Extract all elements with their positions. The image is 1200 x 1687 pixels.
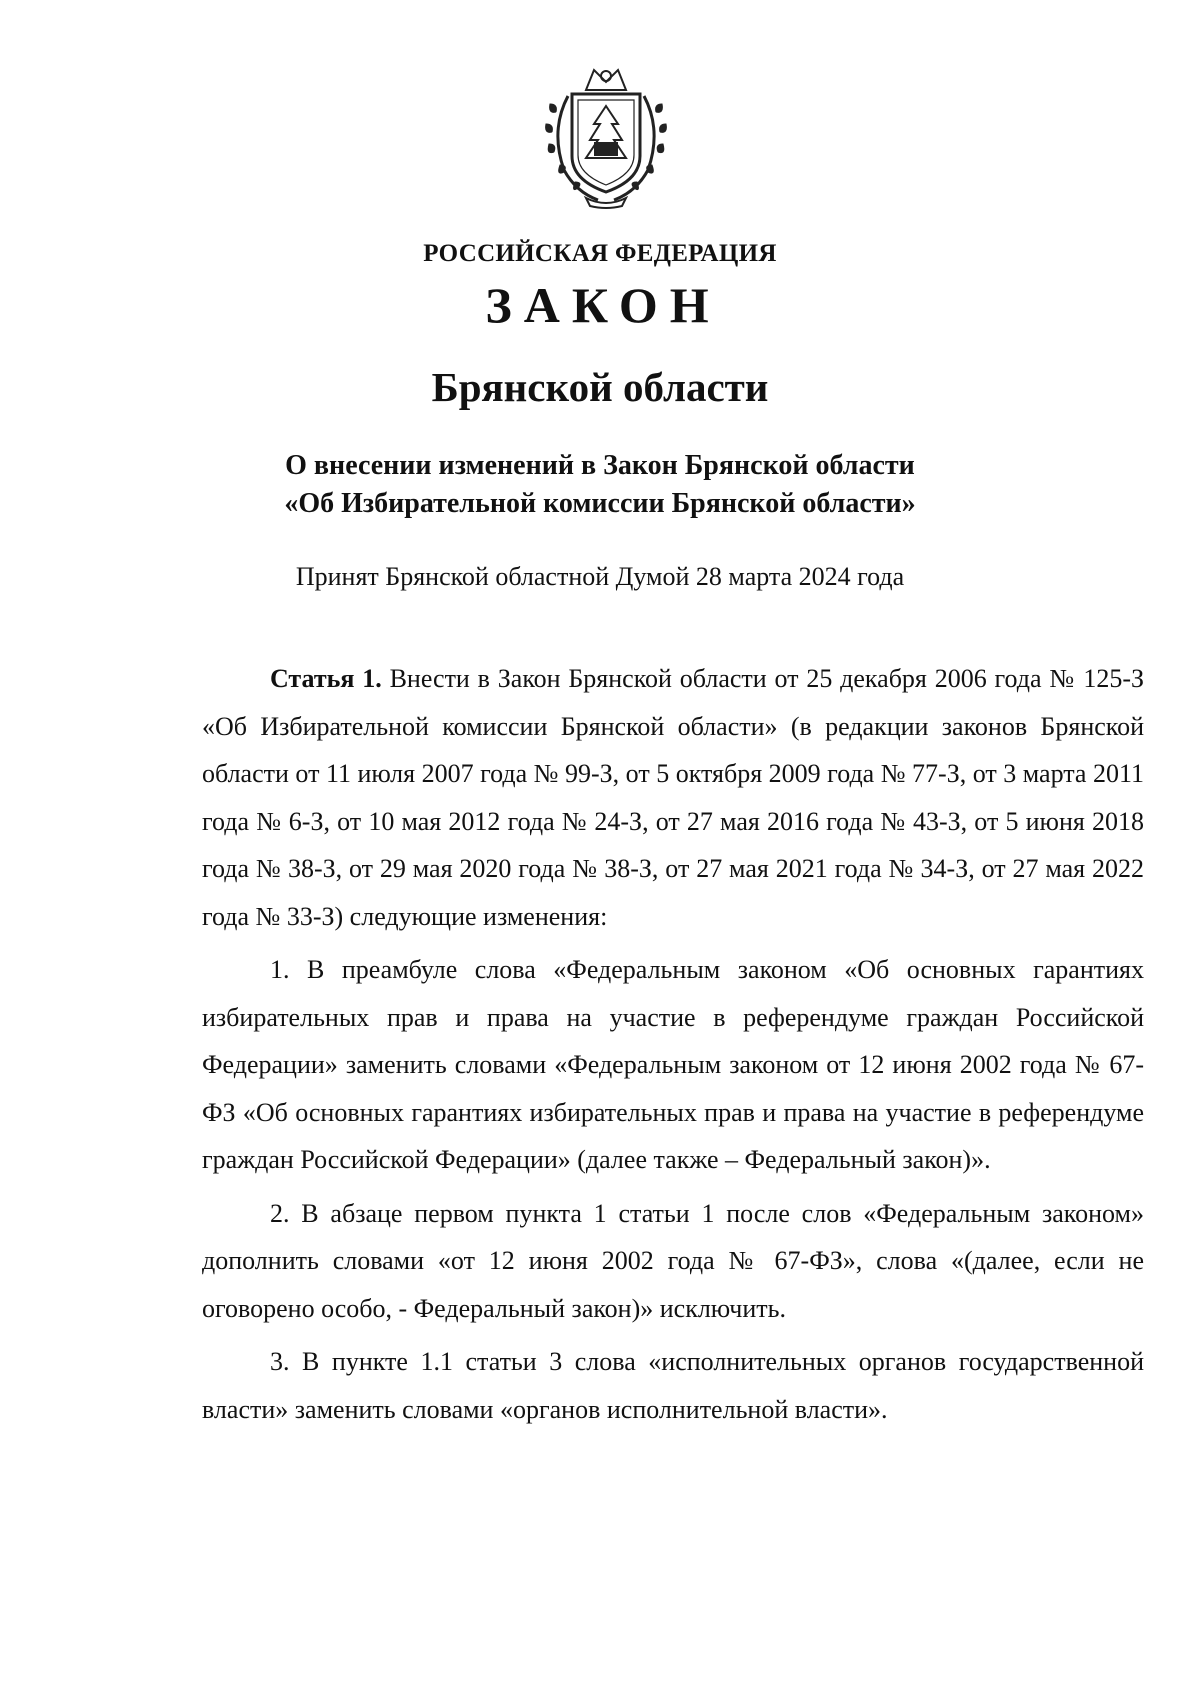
article-1-intro [202, 655, 1144, 940]
law-body [202, 655, 1144, 1439]
article-label: Статья 1. [270, 664, 382, 693]
article-item-1: 1. В преамбуле слова «Федеральным законом «Об основных гарантиях избирательных прав и права на участие в референдуме граждан Российской Федерации» заменить словами «Федеральным законом от 12 июня 2002 года № 67-ФЗ «Об основных гарантиях избирательных прав и права на участие в референдуме граждан Российской Федерации» (далее также – Федеральный закон)». [202, 955, 1144, 1174]
law-title [0, 447, 1200, 523]
coat-of-arms-icon [542, 60, 670, 210]
region-name: Брянской области [431, 364, 769, 410]
law-title-line-2: «Об Избирательной комиссии Брянской области» [284, 488, 916, 519]
law-title-line-1: О внесении изменений в Закон Брянской области [285, 450, 915, 481]
country-name: РОССИЙСКАЯ ФЕДЕРАЦИЯ [423, 240, 777, 267]
article-item-3: 3. В пункте 1.1 статьи 3 слова «исполнительных органов государственной власти» заменить словами «органов исполнительной власти». [202, 1347, 1144, 1424]
article-intro-text: Внести в Закон Брянской области от 25 декабря 2006 года № 125-З «Об Избирательной комиссии Брянской области» (в редакции законов Брянской области от 11 июля 2007 года № 99-З, от 5 октября 2009 года № 77-З, от 3 марта 2011 года № 6-З, от 10 мая 2012 года № 24-З, от 27 мая 2016 года № 43-З, от 5 июня 2018 года № 38-З, от 29 мая 2020 года № 38-З, от 27 мая 2021 года № 34-З, от 27 мая 2022 года № 33-З) следующие изменения: [202, 664, 1145, 931]
document-type: ЗАКОН [485, 277, 721, 333]
adoption-note: Принят Брянской областной Думой 28 марта 2024 года [295, 562, 905, 591]
article-item-2: 2. В абзаце первом пункта 1 статьи 1 после слов «Федеральным законом» дополнить словами «от 12 июня 2002 года № 67-ФЗ», слова «(далее, если не оговорено особо, - Федеральный закон)» исключить. [202, 1198, 1144, 1323]
